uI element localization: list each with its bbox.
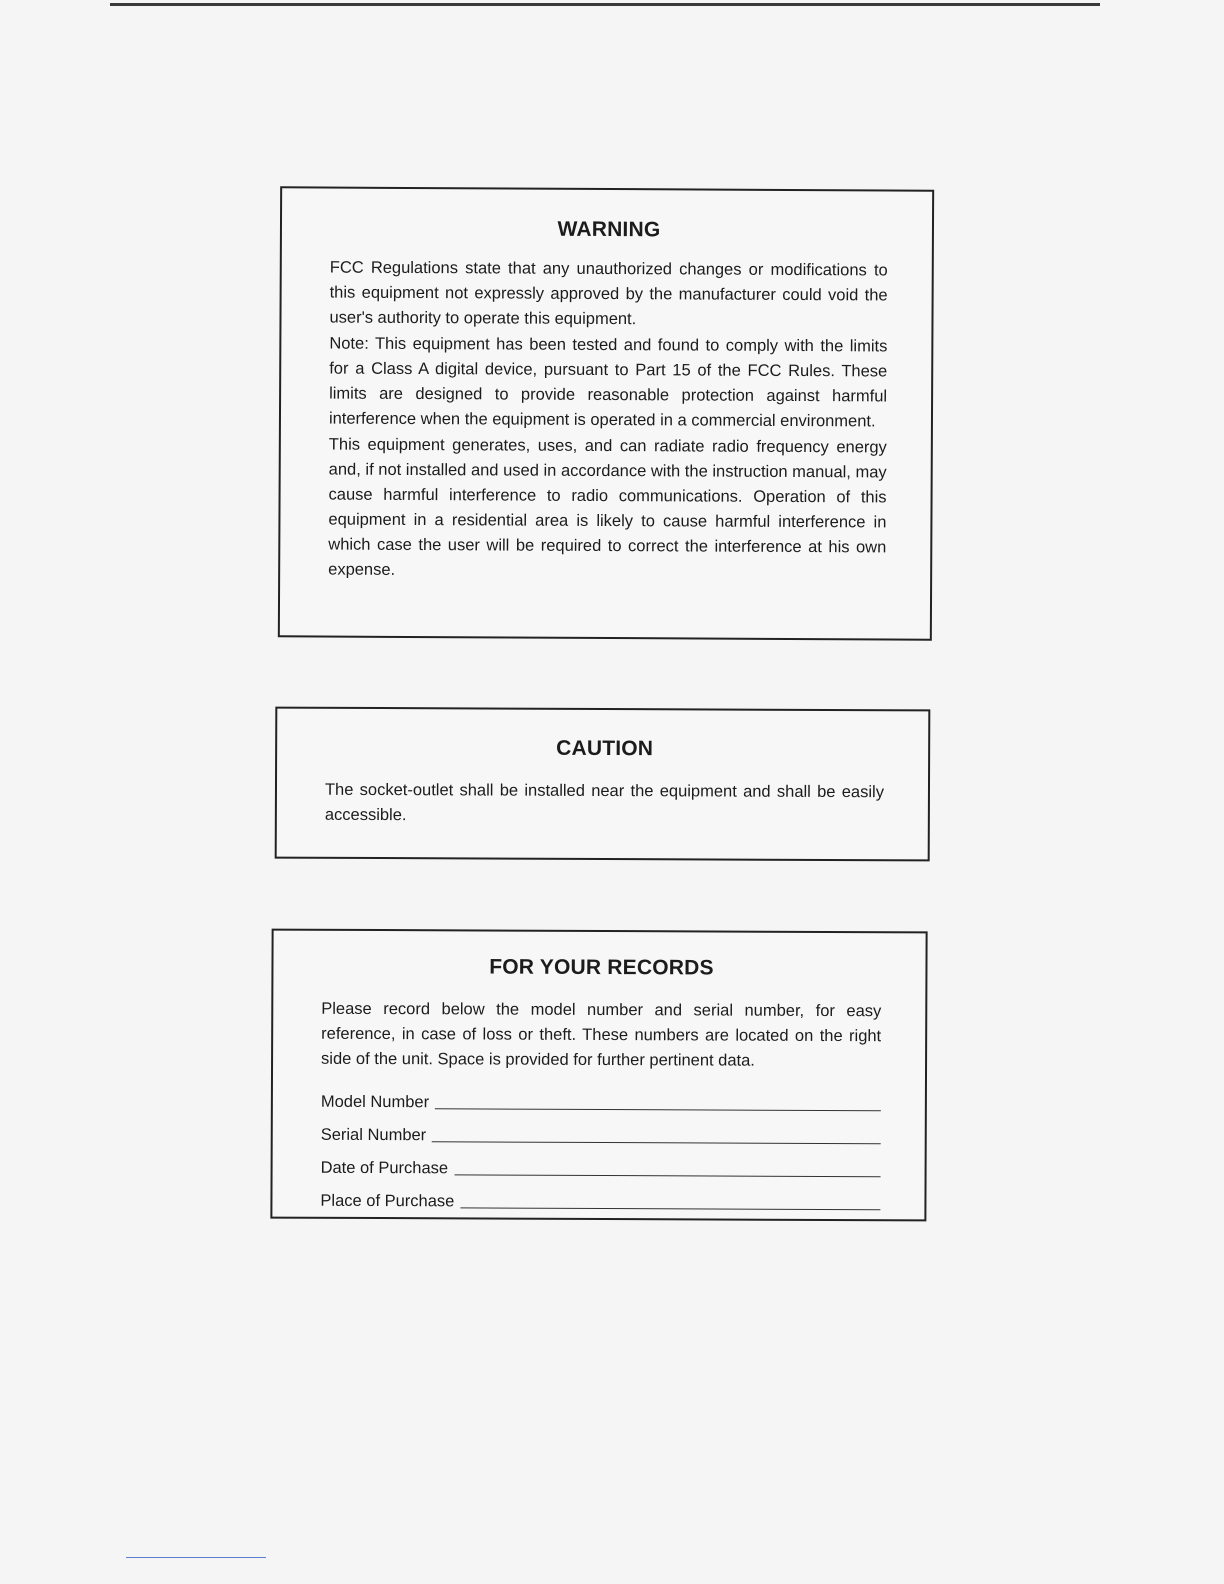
bottom-margin-mark xyxy=(126,1557,266,1558)
place-of-purchase-field xyxy=(320,1178,880,1213)
records-intro: Please record below the model number and serial number, for easy reference, in case of loss or theft. These numbers are located on the right side of the unit. Space is provided for further pertinent data. xyxy=(321,999,882,1070)
records-box xyxy=(270,929,927,1222)
warning-interference-paragraph: This equipment generates, uses, and can radiate radio frequency energy and, if not installed and used in accordance with the instruction manual, may cause harmful interference to radio communications. Operation of this equipment in a residential area is likely to cause harmful interference in which case the user will be required to correct the interference at his own expense. xyxy=(328,435,887,579)
caution-box xyxy=(275,707,931,862)
warning-paragraph: FCC Regulations state that any unauthorized changes or modifications to this equipment not expressly approved by the manufacturer could void the user's authority to operate this equipment. xyxy=(329,258,888,329)
date-of-purchase-label: Date of Purchase xyxy=(320,1158,449,1178)
place-of-purchase-label: Place of Purchase xyxy=(320,1191,455,1211)
serial-number-label: Serial Number xyxy=(320,1125,427,1145)
serial-number-field xyxy=(321,1112,881,1147)
date-of-purchase-blank xyxy=(454,1156,881,1177)
date-of-purchase-field xyxy=(321,1145,881,1180)
warning-title: WARNING xyxy=(557,217,661,242)
warning-box xyxy=(278,186,934,640)
model-number-blank xyxy=(435,1090,881,1111)
warning-note-paragraph: Note: This equipment has been tested and found to comply with the limits for a Class A digital device, pursuant to Part 15 of the FCC Rules. These limits are designed to provide reasonable protection against harmful interference when the equipment is operated in a commercial environment. xyxy=(328,334,888,431)
place-of-purchase-blank xyxy=(460,1189,880,1210)
caution-text: The socket-outlet shall be installed near the equipment and shall be easily accessible. xyxy=(324,780,885,825)
model-number-label: Model Number xyxy=(320,1092,430,1112)
caution-title: CAUTION xyxy=(556,736,654,761)
model-number-field xyxy=(321,1079,881,1114)
serial-number-blank xyxy=(432,1123,881,1144)
top-page-rule xyxy=(110,3,1100,6)
records-title: FOR YOUR RECORDS xyxy=(489,955,714,980)
